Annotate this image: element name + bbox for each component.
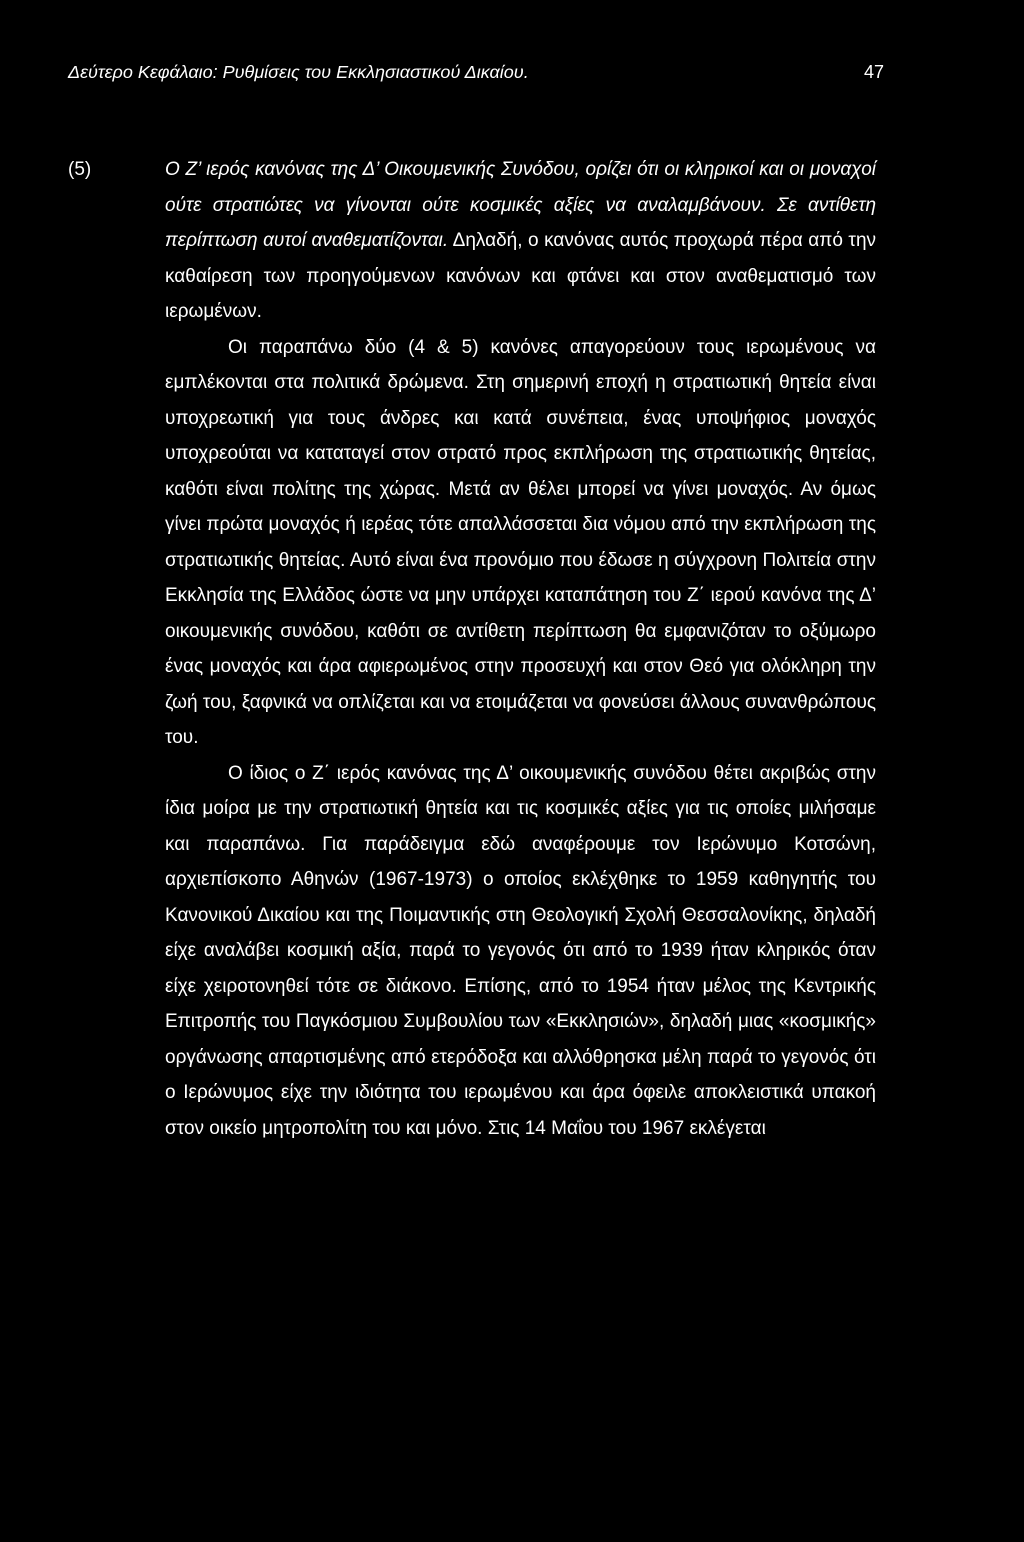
page-body	[68, 152, 876, 1146]
footnote-text: Δηλαδή, ο κανόνας αυτός προχωρά πέρα από την καθαίρεση των προηγούμενων κανόνων και φτάνει και στον αναθεματισμό των ιερωμένων.	[165, 230, 877, 322]
footnote-paragraph	[68, 152, 876, 330]
footnote-number: (5)	[68, 159, 92, 180]
body-paragraph: Ο ίδιος ο Ζ΄ ιερός κανόνας της Δ’ οικουμενικής συνόδου θέτει ακριβώς στην ίδια μοίρα με την στρατιωτική θητεία και τις κοσμικές αξίες για τις οποίες μιλήσαμε και παραπάνω. Για παράδειγμα εδώ αναφέρουμε τον Ιερώνυμο Κοτσώνη, αρχιεπίσκοπο Αθηνών (1967-1973) ο οποίος εκλέχθηκε το 1959 καθηγητής του Κανονικού Δικαίου και της Ποιμαντικής στη Θεολογική Σχολή Θεσσαλονίκης, δηλαδή είχε αναλάβει κοσμική αξία, παρά το γεγονός ότι από το 1939 ήταν κληρικός όταν είχε χειροτονηθεί τότε σε διάκονο. Επίσης, από το 1954 ήταν μέλος της Κεντρικής Επιτροπής του Παγκόσμιου Συμβουλίου των «Εκκλησιών», δηλαδή μιας «κοσμικής» οργάνωσης απαρτισμένης από ετερόδοξα και αλλόθρησκα μέλη παρά το γεγονός ότι ο Ιερώνυμος είχε την ιδιότητα του ιερωμένου και άρα όφειλε αποκλειστικά υπακοή στον οικείο μητροπολίτη του και μόνο. Στις 14 Μαΐου του 1967 εκλέγεται	[165, 762, 876, 1139]
page-number: 47	[863, 62, 884, 82]
running-head: Δεύτερο Κεφάλαιο: Ρυθμίσεις του Εκκλησιαστικού Δικαίου.	[68, 62, 529, 82]
body-paragraph: Οι παραπάνω δύο (4 & 5) κανόνες απαγορεύουν τους ιερωμένους να εμπλέκονται στα πολιτικά δρώμενα. Στη σημερινή εποχή η στρατιωτική θητεία είναι υποχρεωτική για τους άνδρες και κατά συνέπεια, ένας υποψήφιος μοναχός υποχρεούται να καταταγεί στον στρατό προς εκπλήρωση της στρατιωτικής θητείας, καθότι είναι πολίτης της χώρας. Μετά αν θέλει μπορεί να γίνει μοναχός. Αν όμως γίνει πρώτα μοναχός ή ιερέας τότε απαλλάσσεται δια νόμου από την εκπλήρωση της στρατιωτικής θητείας. Αυτό είναι ένα προνόμιο που έδωσε η σύγχρονη Πολιτεία στην Εκκλησία της Ελλάδος ώστε να μην υπάρχει καταπάτηση του Ζ΄ ιερού κανόνα της Δ’ οικουμενικής συνόδου, καθότι σε αντίθετη περίπτωση θα εμφανιζόταν το οξύμωρο ένας μοναχός και άρα αφιερωμένος στην προσευχή και στον Θεό για ολόκληρη την ζωή του, ξαφνικά να οπλίζεται και να ετοιμάζεται να φονεύσει άλλους συνανθρώπους του.	[165, 336, 876, 748]
page-header	[68, 62, 884, 86]
footnote-italic-text: Ο Ζ’ ιερός κανόνας της Δ’ Οικουμενικής Συνόδου, ορίζει ότι οι κληρικοί και οι μοναχοί ούτε στρατιώτες να γίνονται ούτε κοσμικές αξίες να αναλαμβάνουν. Σε αντίθετη περίπτωση αυτοί αναθεματίζονται.	[165, 159, 876, 251]
